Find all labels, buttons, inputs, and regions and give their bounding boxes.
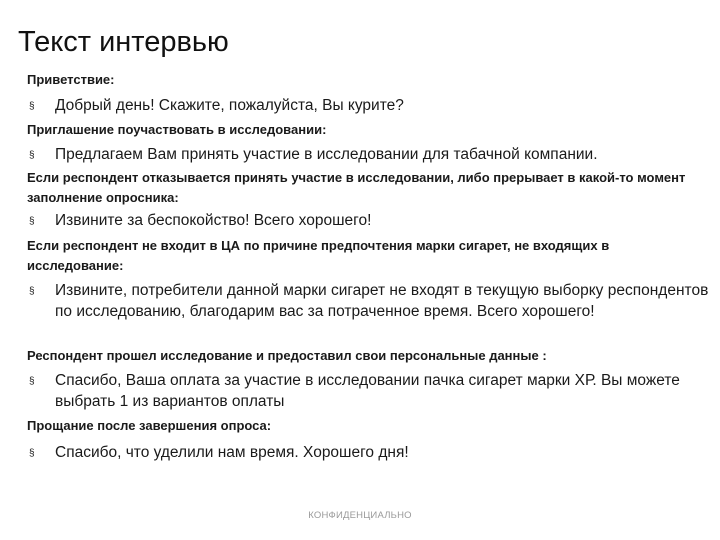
- bullet-marker-icon: §: [29, 376, 35, 387]
- bullet-text: Предлагаем Вам принять участие в исследовании для табачной компании.: [55, 146, 598, 163]
- bullet-text: Спасибо, что уделили нам время. Хорошего дня!: [55, 444, 409, 461]
- bullet-text: Спасибо, Ваша оплата за участие в исследовании пачка сигарет марки ХР. Вы можете выбрать 1 из вариантов оплаты: [55, 372, 680, 410]
- bullet-marker-icon: §: [29, 286, 35, 297]
- section-label-invitation: Приглашение поучаствовать в исследовании:: [27, 122, 327, 137]
- section-label-farewell: Прощание после завершения опроса:: [27, 418, 272, 433]
- slide-title: Текст интервью: [18, 26, 229, 58]
- section-label-greeting: Приветствие:: [27, 72, 115, 87]
- confidential-footer: КОНФИДЕНЦИАЛЬНО: [308, 510, 412, 521]
- bullet-text: Извините за беспокойство! Всего хорошего!: [55, 212, 372, 229]
- bullet-not-target: [27, 280, 720, 322]
- bullet-farewell: [27, 442, 720, 463]
- bullet-invitation: [27, 144, 720, 165]
- section-label-completed: Респондент прошел исследование и предоставил свои персональные данные :: [27, 348, 547, 363]
- bullet-marker-icon: §: [29, 448, 35, 459]
- bullet-marker-icon: §: [29, 216, 35, 227]
- bullet-text: Извините, потребители данной марки сигарет не входят в текущую выборку респондентов по исследованию, благодарим вас за потраченное время. Всего хорошего!: [55, 282, 709, 320]
- bullet-marker-icon: §: [29, 101, 35, 112]
- bullet-marker-icon: §: [29, 150, 35, 161]
- bullet-completed: [27, 370, 720, 412]
- bullet-text: Добрый день! Скажите, пожалуйста, Вы курите?: [55, 97, 404, 114]
- section-label-not-target: Если респондент не входит в ЦА по причине предпочтения марки сигарет, не входящих в исследование:: [27, 238, 610, 273]
- bullet-greeting: [27, 95, 720, 116]
- bullet-refusal: [27, 210, 720, 231]
- section-label-refusal: Если респондент отказывается принять участие в исследовании, либо прерывает в какой-то момент заполнение опросника:: [27, 170, 686, 205]
